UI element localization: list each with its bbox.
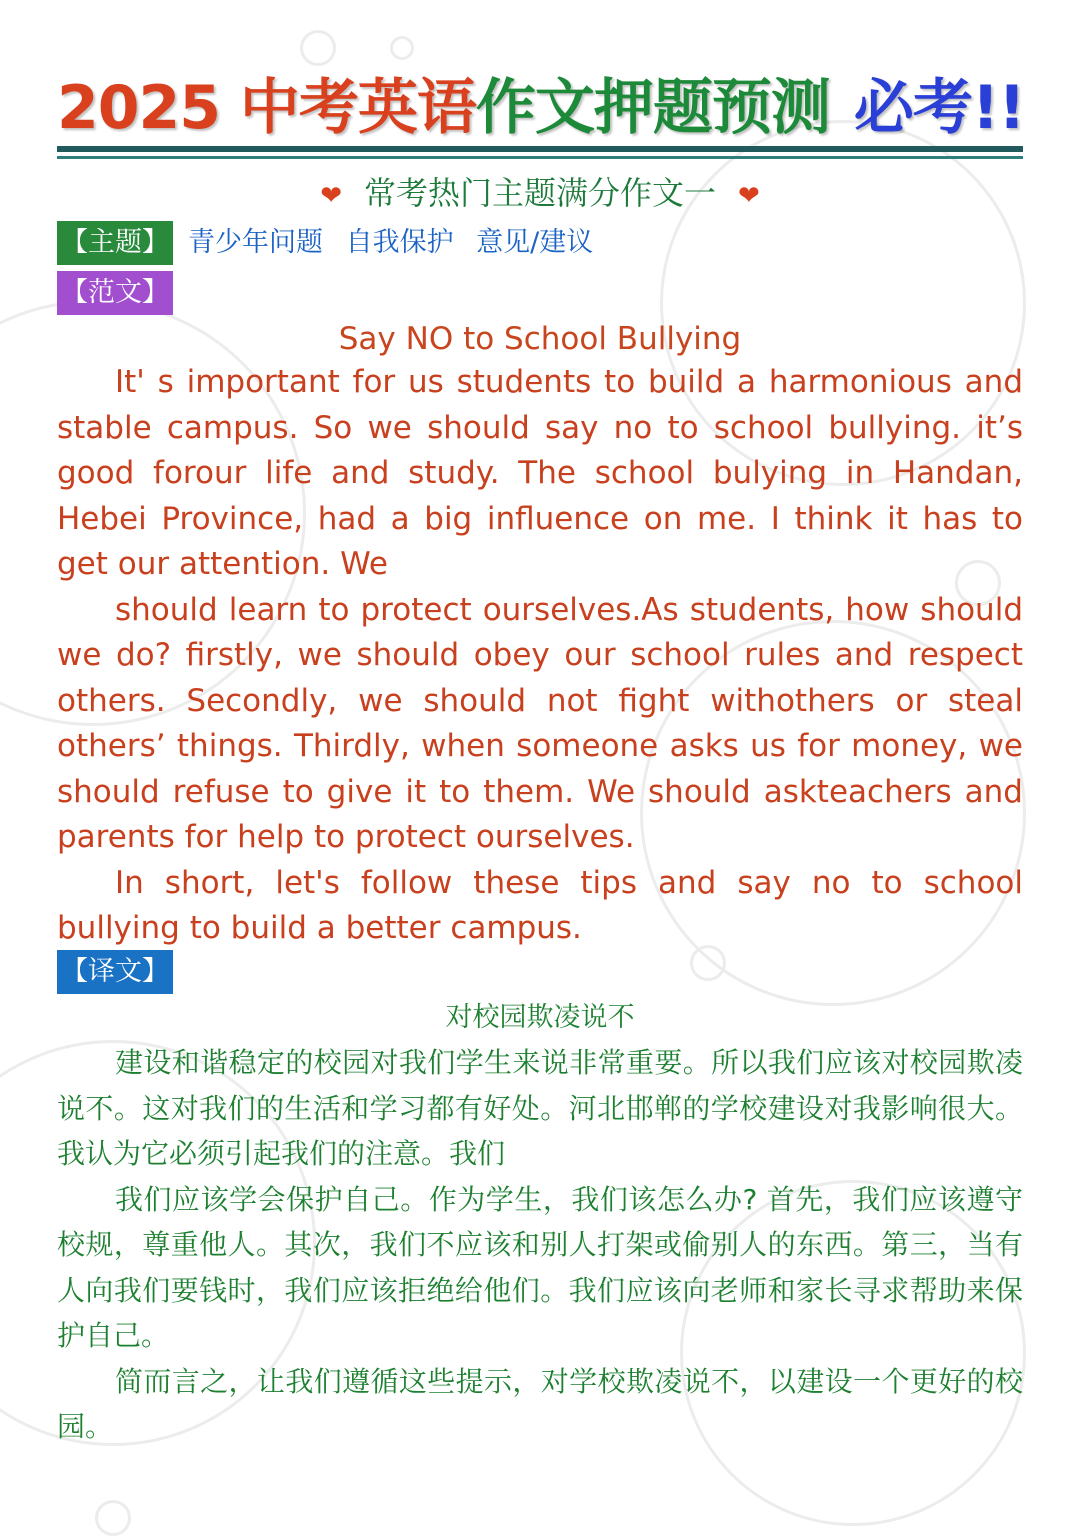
title-part-red: 2025 中考英语 [57, 73, 476, 143]
translation-paragraph: 我们应该学会保护自己。作为学生，我们该怎么办? 首先，我们应该遵守校规，尊重他人。其次，我们不应该和别人打架或偷别人的东西。第三，当有人向我们要钱时，我们应该拒绝给他们。我们应该向老师和家长寻求帮助来保护自己。 [57, 1182, 1023, 1352]
translation-paragraph: 简而言之，让我们遵循这些提示，对学校欺凌说不，以建设一个更好的校园。 [57, 1364, 1023, 1443]
essay-paragraph: In short, let's follow these tips and say no to school bullying to build a better campus. [57, 864, 1023, 946]
translation-tag: 【译文】 [57, 950, 173, 994]
topic-item: 青少年问题 [188, 227, 323, 258]
translation-title: 对校园欺凌说不 [445, 1002, 635, 1033]
sample-essay-tag: 【范文】 [57, 271, 173, 315]
essay-title: Say NO to School Bullying [338, 321, 742, 357]
essay-paragraph: It' s important for us students to build a harmonious and stable campus. So we should say no to school bullying. it’s good forour life and study. The school bulying in Handan, Hebei Province, had a big influence on me. I think it has to get our attention. We [57, 364, 1023, 582]
essay-body [57, 360, 1023, 952]
subtitle [0, 168, 1080, 221]
title-divider-thin [57, 156, 1023, 159]
title-part-green: 作文押题预测 [475, 73, 830, 143]
subtitle-text: 常考热门主题满分作文一 [363, 174, 716, 212]
topic-item: 意见/建议 [476, 227, 594, 258]
topic-item: 自我保护 [345, 227, 454, 258]
heart-icon: ❤ [738, 181, 760, 211]
translation-body [57, 1040, 1023, 1450]
title-part-blue: 必考!! [853, 73, 1025, 143]
essay-paragraph: should learn to protect ourselves.As students, how should we do? firstly, we should obey our school rules and respect others. Secondly, we should not fight withothers or steal others’ things. Thirdly, when someone asks us for money, we should refuse to give it to them. We should askteachers and parents for help to protect ourselves. [57, 591, 1023, 855]
topic-tag: 【主题】 [57, 221, 173, 265]
translation-paragraph: 建设和谐稳定的校园对我们学生来说非常重要。所以我们应该对校园欺凌说不。这对我们的生活和学习都有好处。河北邯郸的学校建设对我影响很大。我认为它必须引起我们的注意。我们 [57, 1046, 1023, 1170]
heart-icon: ❤ [320, 181, 342, 211]
page-title [57, 70, 1023, 146]
topic-list [188, 221, 607, 265]
title-divider [57, 146, 1023, 152]
